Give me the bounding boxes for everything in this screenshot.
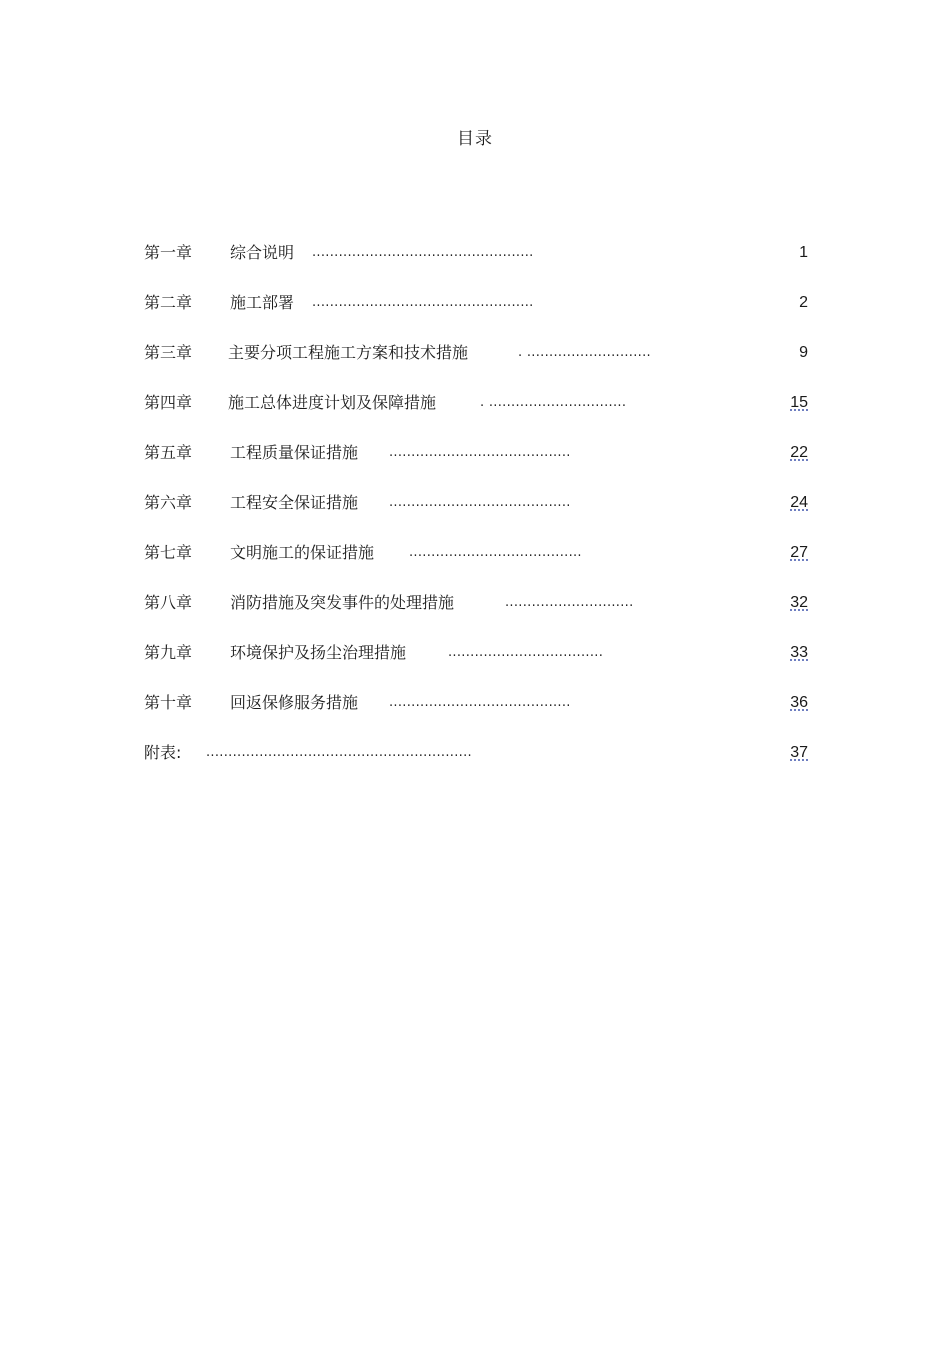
toc-chapter: 第四章 — [144, 393, 193, 412]
page-title: 目录 — [457, 129, 493, 149]
toc-page-link[interactable]: 36 — [790, 694, 808, 711]
toc-title: 施工总体进度计划及保障措施 — [228, 393, 437, 412]
toc-row-2[interactable] — [144, 290, 808, 340]
toc-row-4[interactable] — [144, 390, 808, 440]
toc-chapter: 第三章 — [144, 343, 193, 362]
toc-leader-dots: ......................................... — [389, 695, 571, 710]
toc-row-1[interactable] — [144, 240, 808, 290]
toc-page-link[interactable]: 22 — [790, 444, 808, 461]
toc-page-link[interactable]: 33 — [790, 644, 808, 661]
toc-row-7[interactable] — [144, 540, 808, 590]
toc-row-appendix[interactable] — [144, 740, 808, 790]
toc-leader-dots: ................................... — [448, 645, 604, 660]
toc-row-6[interactable] — [144, 490, 808, 540]
toc-leader-dots: ......................................... — [389, 495, 571, 510]
toc-leader-dots: ......................................... — [389, 445, 571, 460]
toc-title: 消防措施及突发事件的处理措施 — [230, 593, 455, 612]
toc-title: 综合说明 — [230, 243, 295, 262]
toc-row-3[interactable] — [144, 340, 808, 390]
toc-chapter: 第八章 — [144, 593, 193, 612]
toc-leader-dots: .................................................. — [312, 245, 534, 260]
toc-leader-dots: ............................. — [505, 595, 634, 610]
toc-chapter: 第二章 — [144, 293, 193, 312]
toc-title: 回返保修服务措施 — [230, 693, 359, 712]
toc-chapter: 第五章 — [144, 443, 193, 462]
toc-page-link[interactable]: 27 — [790, 544, 808, 561]
toc-chapter: 第一章 — [144, 243, 193, 262]
toc-leader-dots: ............................................................ — [206, 745, 472, 760]
toc-page-link[interactable]: 32 — [790, 594, 808, 611]
toc-page-number: 2 — [799, 294, 808, 311]
toc-page-link[interactable]: 15 — [790, 394, 808, 411]
toc-page-link[interactable]: 24 — [790, 494, 808, 511]
toc-row-9[interactable] — [144, 640, 808, 690]
toc-page-number: 9 — [799, 344, 808, 361]
toc-page-link[interactable]: 37 — [790, 744, 808, 761]
toc-title: 工程质量保证措施 — [230, 443, 359, 462]
toc-chapter: 第十章 — [144, 693, 193, 712]
toc-title: 施工部署 — [230, 293, 295, 312]
toc-leader-dots: .................................................. — [312, 295, 534, 310]
toc-row-10[interactable] — [144, 690, 808, 740]
table-of-contents — [144, 240, 808, 790]
toc-appendix-label: 附表: — [144, 743, 182, 762]
toc-page-number: 1 — [799, 244, 808, 261]
toc-chapter: 第七章 — [144, 543, 193, 562]
toc-chapter: 第六章 — [144, 493, 193, 512]
toc-chapter: 第九章 — [144, 643, 193, 662]
toc-leader-dots: . ............................ — [518, 345, 651, 360]
toc-title: 文明施工的保证措施 — [230, 543, 375, 562]
toc-row-5[interactable] — [144, 440, 808, 490]
toc-leader-dots: ....................................... — [409, 545, 582, 560]
toc-leader-dots: . ............................... — [480, 395, 627, 410]
toc-title: 工程安全保证措施 — [230, 493, 359, 512]
toc-row-8[interactable] — [144, 590, 808, 640]
toc-title: 主要分项工程施工方案和技术措施 — [228, 343, 469, 362]
toc-title: 环境保护及扬尘治理措施 — [230, 643, 407, 662]
